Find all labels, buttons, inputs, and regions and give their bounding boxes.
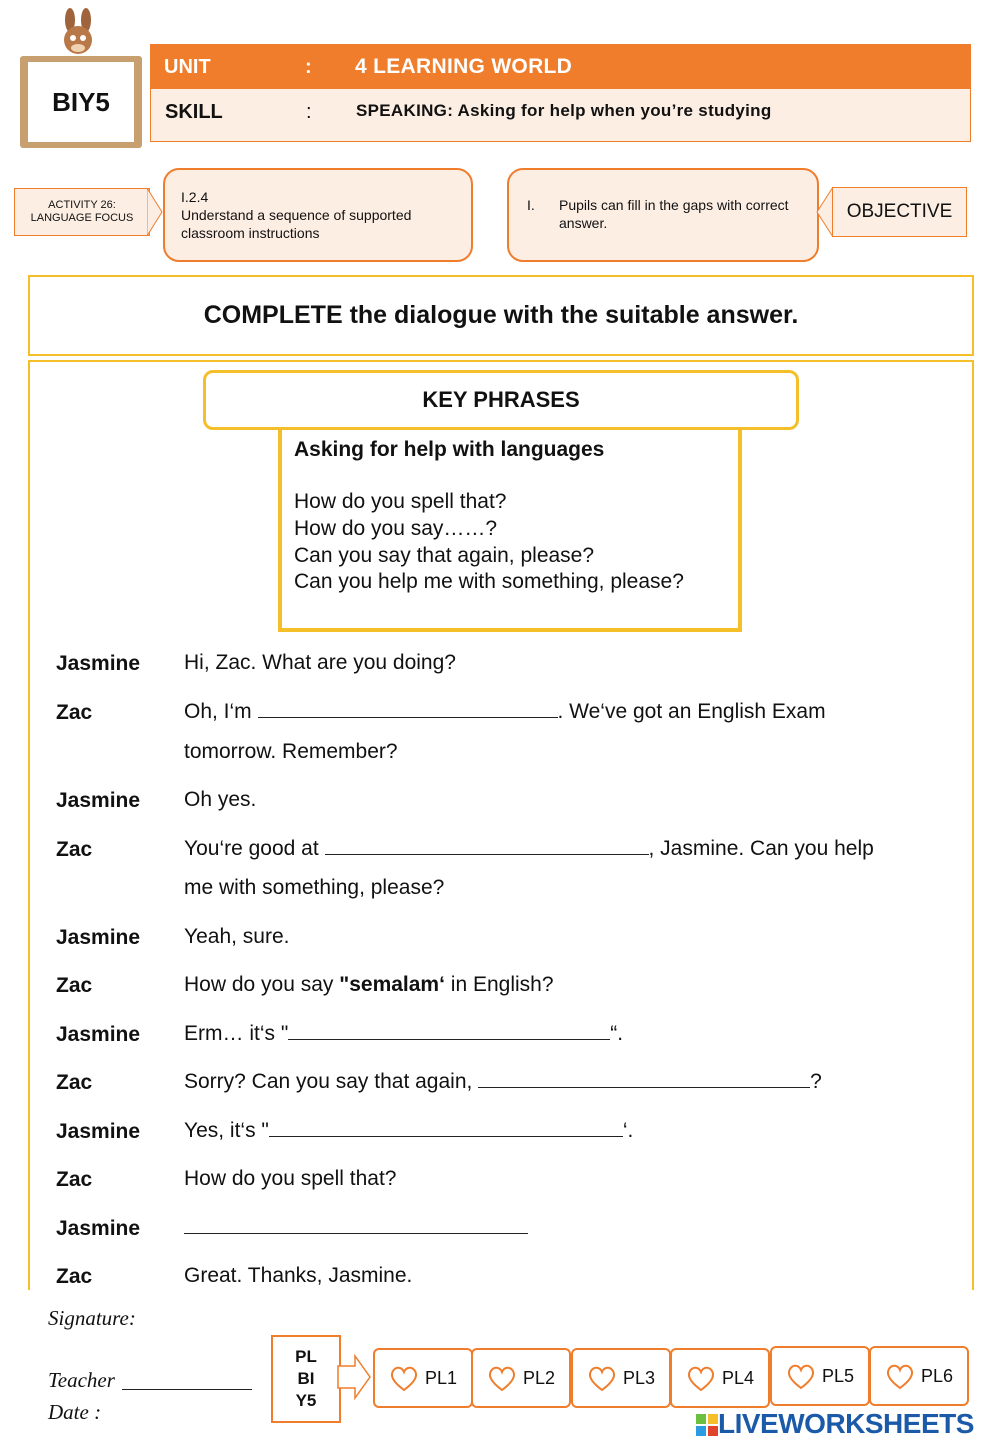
objective-number: I. [527,197,535,213]
skill-label: SKILL [165,101,223,123]
answer-blank[interactable] [478,1071,810,1088]
dialogue-line: Oh yes. [184,788,257,811]
teacher-line[interactable] [122,1389,252,1390]
activity-line2: LANGUAGE FOCUS [30,212,134,224]
pl-level: PL1 [424,1367,458,1388]
dialogue-line-cont: tomorrow. Remember? [184,740,398,763]
teacher-label: Teacher [48,1368,115,1392]
speaker: Zac [56,1265,93,1288]
pl-label-line: PL [295,1347,317,1366]
speaker: Zac [56,1168,93,1191]
dialogue-line-cont: me with something, please? [184,876,445,899]
speaker: Jasmine [56,789,141,812]
arrow-right-icon [147,188,163,236]
pl-level: PL5 [821,1365,855,1386]
instruction: COMPLETE the dialogue with the suitable answer. [28,275,974,356]
heart-icon [389,1363,419,1393]
line-text: Sorry? Can you say that again, [184,1070,479,1093]
unit-colon: : [305,56,312,78]
key-phrase: Can you say that again, please? [294,544,595,567]
speaker: Zac [56,1071,93,1094]
line-text: You‘re good at [184,837,325,860]
brand-icon [696,1414,718,1436]
skill-bar [150,89,971,142]
standard-code: I.2.4 [181,189,209,205]
pl-label [271,1335,341,1423]
pl-label-line: Y5 [295,1391,317,1410]
answer-blank[interactable] [288,1023,610,1040]
speaker: Zac [56,701,93,724]
unit-label: UNIT [164,56,211,78]
answer-blank[interactable] [258,701,558,718]
speaker: Jasmine [56,926,141,949]
pl-level: PL6 [920,1365,954,1386]
heart-icon [786,1361,816,1391]
brand-logo [696,1408,974,1440]
line-text: “. [610,1022,624,1045]
standard-text: Understand a sequence of supported classroom instructions [181,207,412,241]
speaker: Jasmine [56,1120,141,1143]
key-phrases-box [278,424,742,632]
objective-box [507,168,819,262]
date-label: Date : [48,1400,102,1424]
dialogue-line [184,837,874,861]
line-text: Yes, it‘s " [184,1119,269,1142]
speaker: Zac [56,838,93,861]
line-text: . We‘ve got an English Exam [557,700,826,723]
dialogue-line: Yeah, sure. [184,925,290,948]
standard-box [163,168,473,262]
speaker: Zac [56,974,93,997]
pl5-box[interactable] [770,1346,870,1406]
activity-line1: ACTIVITY 26: [48,199,116,211]
line-text: Oh, I‘m [184,700,258,723]
dialogue-line [184,1022,623,1046]
pl6-box[interactable] [869,1346,969,1406]
line-text: , Jasmine. Can you help [648,837,874,860]
pl-level: PL2 [522,1367,556,1388]
dialogue-line: How do you spell that? [184,1167,397,1190]
brand-text: LIVEWORKSHEETS [718,1408,974,1439]
skill-colon: : [306,101,312,123]
objective-text: Pupils can fill in the gaps with correct answer. [559,197,789,231]
line-text: How do you say [184,973,340,996]
line-text: ? [810,1070,822,1093]
key-phrase: How do you spell that? [294,490,507,513]
pl3-box[interactable] [571,1348,671,1408]
speaker: Jasmine [56,1217,141,1240]
dialogue-line: Great. Thanks, Jasmine. [184,1264,413,1287]
unit-value: 4 LEARNING WORLD [355,55,573,78]
pl-label-line: BI [297,1369,315,1388]
line-text: ‘. [622,1119,634,1142]
pl2-box[interactable] [471,1348,571,1408]
pl-level: PL4 [721,1367,755,1388]
objective-label: OBJECTIVE [832,187,967,237]
answer-blank[interactable] [269,1120,623,1137]
dialogue-line [184,700,826,724]
key-phrases-heading: Asking for help with languages [294,438,605,461]
signature-label: Signature: [48,1306,136,1330]
dialogue-line [184,1216,528,1240]
logo-text: BIY5 [28,62,134,142]
bold-word: "semalam‘ [339,973,445,996]
answer-blank[interactable] [325,838,649,855]
heart-icon [587,1363,617,1393]
speaker: Jasmine [56,652,141,675]
skill-value: SPEAKING: Asking for help when you’re studying [356,101,772,120]
pl-level: PL3 [622,1367,656,1388]
dialogue-line [184,973,554,997]
heart-icon [487,1363,517,1393]
speaker: Jasmine [56,1023,141,1046]
answer-blank[interactable] [184,1217,528,1234]
arrow-right-icon [337,1354,371,1400]
dialogue-line [184,1070,822,1094]
pl4-box[interactable] [670,1348,770,1408]
key-phrases-title: KEY PHRASES [203,370,799,430]
unit-bar [150,44,971,89]
activity-label [14,188,150,236]
key-phrase: How do you say……? [294,517,498,540]
dialogue-line [184,1119,633,1143]
line-text: in English? [444,973,554,996]
heart-icon [885,1361,915,1391]
line-text: Erm… it‘s " [184,1022,289,1045]
pl1-box[interactable] [373,1348,473,1408]
heart-icon [686,1363,716,1393]
arrow-left-icon [816,187,833,237]
key-phrase: Can you help me with something, please? [294,570,684,593]
dialogue-line: Hi, Zac. What are you doing? [184,651,456,674]
